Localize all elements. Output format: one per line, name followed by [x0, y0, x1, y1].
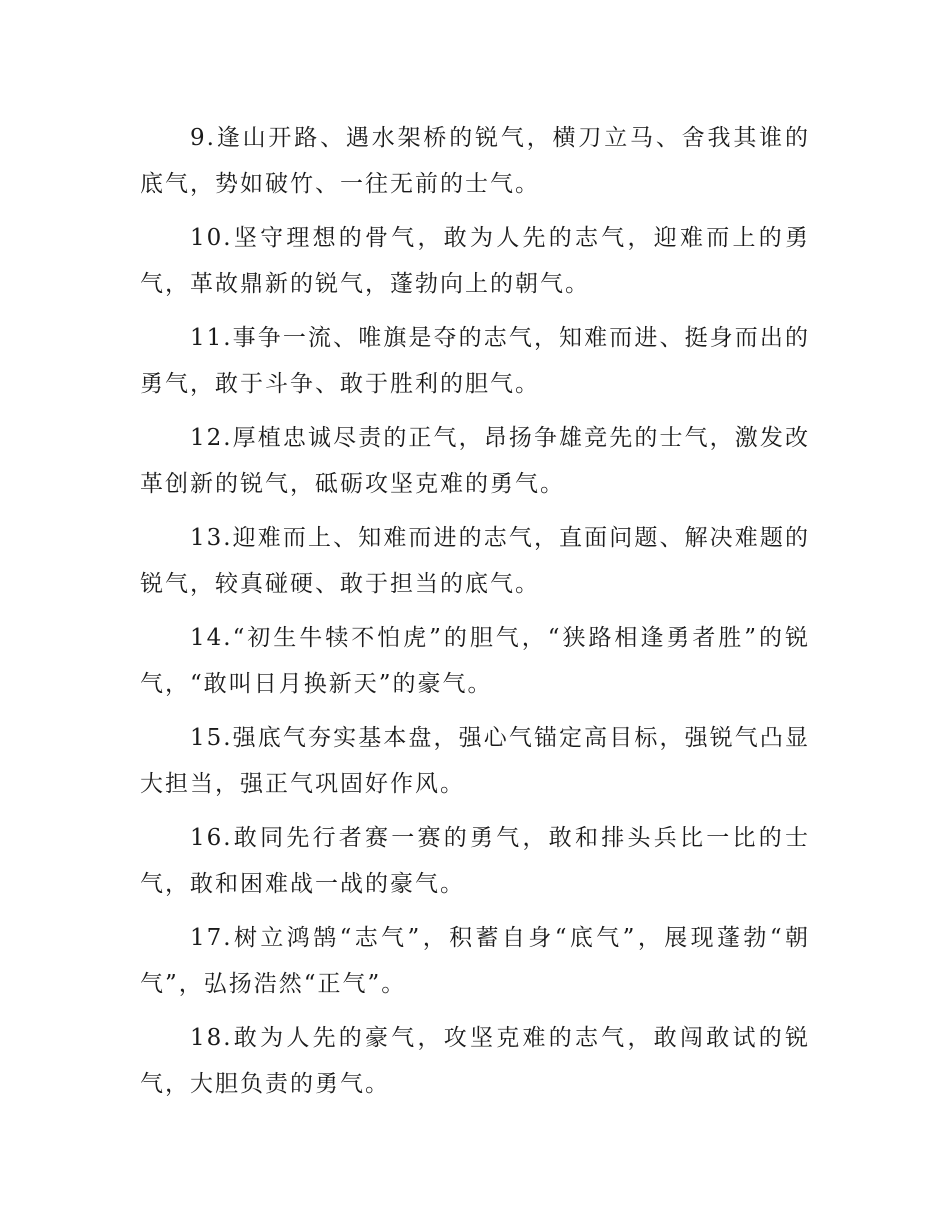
paragraph-15: 15.强底气夯实基本盘，强心气锚定高目标，强锐气凸显大担当，强正气巩固好作风。 [140, 725, 810, 797]
paragraph-16: 16.敢同先行者赛一赛的勇气，敢和排头兵比一比的士气，敢和困难战一战的豪气。 [140, 825, 810, 897]
paragraph-18: 18.敢为人先的豪气，攻坚克难的志气，敢闯敢试的锐气，大胆负责的勇气。 [140, 1025, 810, 1097]
paragraph-17: 17.树立鸿鹄“志气”，积蓄自身“底气”，展现蓬勃“朝气”，弘扬浩然“正气”。 [140, 925, 810, 997]
paragraph-12: 12.厚植忠诚尽责的正气，昂扬争雄竞先的士气，激发改革创新的锐气，砥砺攻坚克难的勇气。 [140, 425, 810, 497]
paragraph-9: 9.逢山开路、遇水架桥的锐气，横刀立马、舍我其谁的底气，势如破竹、一往无前的士气。 [140, 125, 810, 197]
paragraph-10: 10.坚守理想的骨气，敢为人先的志气，迎难而上的勇气，革故鼎新的锐气，蓬勃向上的朝气。 [140, 225, 810, 297]
document-body [140, 115, 810, 1115]
paragraph-13: 13.迎难而上、知难而进的志气，直面问题、解决难题的锐气，较真碰硬、敢于担当的底气。 [140, 525, 810, 597]
paragraph-14: 14.“初生牛犊不怕虎”的胆气，“狭路相逢勇者胜”的锐气，“敢叫日月换新天”的豪气。 [140, 625, 810, 697]
paragraph-11: 11.事争一流、唯旗是夺的志气，知难而进、挺身而出的勇气，敢于斗争、敢于胜利的胆气。 [140, 325, 810, 397]
